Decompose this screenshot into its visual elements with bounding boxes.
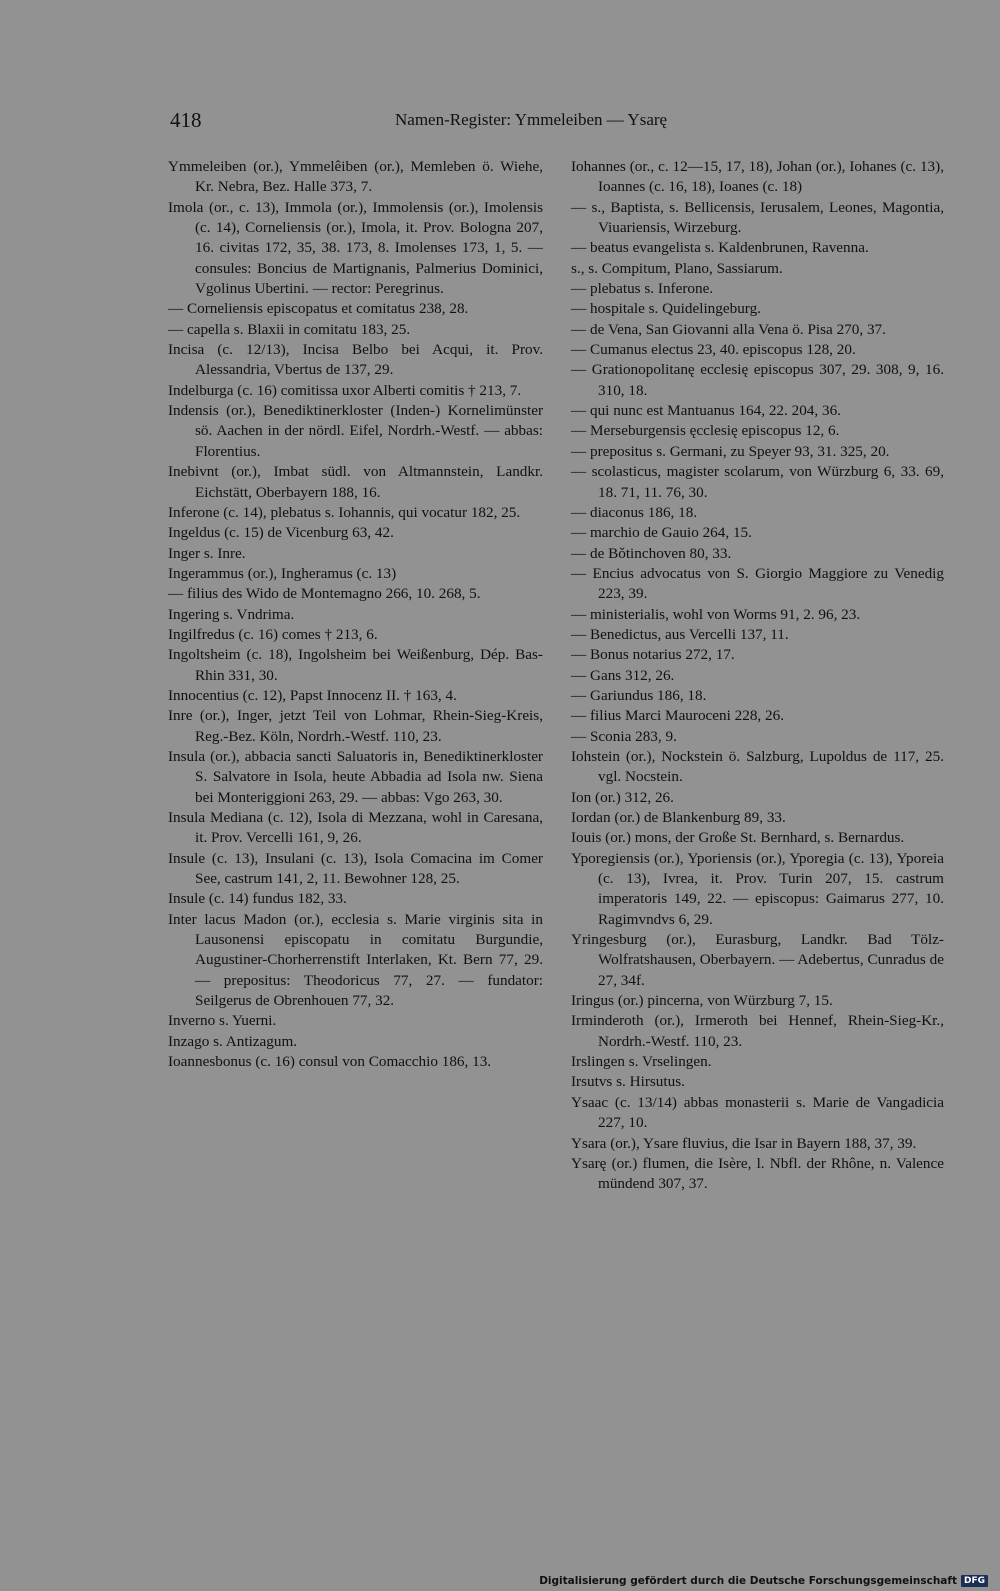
index-entry: — marchio de Gauio 264, 15.	[571, 524, 752, 542]
index-entry: Iordan (or.) de Blankenburg 89, 33.	[571, 809, 786, 826]
index-entry: — hospitale s. Quidelingeburg.	[571, 300, 761, 318]
index-entry: Inferone (c. 14), plebatus s. Iohannis, qui vocatur 182, 25.	[168, 503, 521, 521]
index-entry: Inter lacus Madon (or.), ecclesia s. Marie virginis sita in Lausonensi episcopatu in comitatu Burgundie, Augustiner-Chorherrenstift Interlaken, Kt. Bern 77, 29. — prepositus: Theodoricus 77, 27. — fundator: Seilgerus de Obrenhouen 77, 32.	[168, 910, 543, 1010]
index-entry: Iohstein (or.), Nockstein ö. Salzburg, Lupoldus de 117, 25. vgl. Nocstein.	[571, 747, 944, 786]
index-entry: — ministerialis, wohl von Worms 91, 2. 96, 23.	[571, 605, 861, 623]
index-entry: — s., Baptista, s. Bellicensis, Ierusalem, Leones, Magontia, Viuariensis, Wirzeburg.	[571, 198, 944, 237]
index-entry: Iouis (or.) mons, der Große St. Bernhard, s. Bernardus.	[571, 829, 905, 847]
index-entry: — plebatus s. Inferone.	[571, 280, 714, 298]
index-entry: — Merseburgensis ęcclesię episcopus 12, 6.	[571, 422, 840, 440]
index-entry: — de Bǒtinchoven 80, 33.	[571, 544, 732, 562]
index-entry: Inverno s. Yuerni.	[168, 1012, 277, 1030]
index-entry: — capella s. Blaxii in comitatu 183, 25.	[168, 320, 411, 338]
index-entry: Ysara (or.), Ysare fluvius, die Isar in Bayern 188, 37, 39.	[571, 1134, 917, 1152]
index-entry: Indensis (or.), Benediktinerkloster (Inden-) Kornelimünster sö. Aachen in der nördl. Eifel, Nordrh.-Westf. — abbas: Florentius.	[168, 402, 543, 460]
index-entry: Ysaac (c. 13/14) abbas monasterii s. Marie de Vangadicia 227, 10.	[571, 1093, 944, 1132]
index-entry: Imola (or., c. 13), Immola (or.), Immolensis (or.), Imolensis (c. 14), Corneliensis (or.), Imola, it. Prov. Bologna 207, 16. civitas 172, 35, 38. 173, 8. Imolenses 173, 1, 5. — consules: Boncius de Martignanis, Palmerius Dominici, Vgolinus Ubertini. — rector: Peregrinus.	[168, 198, 543, 298]
index-entry: Insule (c. 13), Insulani (c. 13), Isola Comacina im Comer See, castrum 141, 2, 11. Bewohner 128, 25.	[168, 849, 543, 888]
index-entry: Inzago s. Antizagum.	[168, 1032, 298, 1050]
dfg-logo: DFG	[961, 1575, 988, 1587]
index-entry: Insula (or.), abbacia sancti Saluatoris in, Benediktinerkloster S. Salvatore in Isola, heute Abbadia ad Isola nw. Siena bei Monteriggioni 263, 29. — abbas: Vgo 263, 30.	[168, 747, 543, 806]
running-title: Namen-Register: Ymmeleiben — Ysarę	[395, 110, 668, 129]
index-entry: — scolasticus, magister scolarum, von Würzburg 6, 33. 69, 18. 71, 11. 76, 30.	[571, 463, 944, 501]
index-entry: Yporegiensis (or.), Yporiensis (or.), Yporegia (c. 13), Yporeia (c. 13), Ivrea, it. Prov. Turin 207, 15. castrum imperatoris 149, 22. — episcopus: Gaimarus 277, 10. Ragimvndvs 6, 29.	[571, 849, 944, 928]
index-entry: — Bonus notarius 272, 17.	[571, 646, 735, 664]
index-entry: — Sconia 283, 9.	[571, 727, 677, 745]
index-entry: Insule (c. 14) fundus 182, 33.	[168, 890, 347, 908]
left-column	[168, 157, 543, 1072]
index-entry: — qui nunc est Mantuanus 164, 22. 204, 36.	[571, 402, 841, 420]
index-entry: — filius des Wido de Montemagno 266, 10. 268, 5.	[168, 585, 481, 603]
index-entry: — beatus evangelista s. Kaldenbrunen, Ravenna.	[571, 239, 869, 257]
index-entry: — Corneliensis episcopatus et comitatus 238, 28.	[168, 300, 469, 318]
index-entry: Ingering s. Vndrima.	[168, 605, 295, 623]
index-entry: Ingoltsheim (c. 18), Ingolsheim bei Weißenburg, Dép. Bas-Rhin 331, 30.	[168, 646, 543, 684]
index-entry: Ioannesbonus (c. 16) consul von Comacchio 186, 13.	[168, 1053, 492, 1071]
footer	[539, 1575, 988, 1587]
index-entry: — prepositus s. Germani, zu Speyer 93, 31. 325, 20.	[571, 442, 890, 460]
index-entry: Ymmeleiben (or.), Ymmelêiben (or.), Memleben ö. Wiehe, Kr. Nebra, Bez. Halle 373, 7.	[168, 158, 543, 196]
index-entry: — Cumanus electus 23, 40. episcopus 128, 20.	[571, 341, 856, 359]
index-entry: Innocentius (c. 12), Papst Innocenz II. † 163, 4.	[168, 686, 457, 704]
index-entry: — Gans 312, 26.	[571, 666, 675, 684]
footer-text: Digitalisierung gefördert durch die Deutsche Forschungsgemeinschaft	[539, 1575, 957, 1587]
index-entry: Yringesburg (or.), Eurasburg, Landkr. Bad Tölz-Wolfratshausen, Oberbayern. — Adebertus, Cunradus de 27, 34f.	[571, 931, 944, 989]
index-entry: Ingerammus (or.), Ingheramus (c. 13)	[168, 564, 397, 582]
index-entry: Ysarę (or.) flumen, die Isère, l. Nbfl. der Rhône, n. Valence mündend 307, 37.	[571, 1154, 944, 1193]
index-entry: — diaconus 186, 18.	[571, 503, 698, 521]
page-header	[170, 108, 940, 138]
index-entry: Iringus (or.) pincerna, von Würzburg 7, 15.	[571, 992, 833, 1010]
index-entry: — de Vena, San Giovanni alla Vena ö. Pisa 270, 37.	[571, 320, 886, 338]
index-entry: — Encius advocatus von S. Giorgio Maggiore zu Venedig 223, 39.	[571, 564, 944, 603]
index-entry: Ingilfredus (c. 16) comes † 213, 6.	[168, 625, 378, 643]
index-entry: Ion (or.) 312, 26.	[571, 788, 674, 806]
index-entry: Ingeldus (c. 15) de Vicenburg 63, 42.	[168, 524, 394, 542]
index-entry: — filius Marci Mauroceni 228, 26.	[571, 707, 785, 725]
index-entry: Irslingen s. Vrselingen.	[571, 1053, 712, 1071]
index-entry: — Gariundus 186, 18.	[571, 686, 707, 704]
index-entry: Indelburga (c. 16) comitissa uxor Alberti comitis † 213, 7.	[168, 381, 522, 399]
index-entry: Inebivnt (or.), Imbat südl. von Altmannstein, Landkr. Eichstätt, Oberbayern 188, 16.	[168, 463, 543, 501]
page-number: 418	[170, 108, 202, 132]
index-entry: s., s. Compitum, Plano, Sassiarum.	[571, 259, 783, 277]
index-entry: — Grationopolitanę ecclesię episcopus 307, 29. 308, 9, 16. 310, 18.	[571, 361, 944, 399]
index-entry: Inger s. Inre.	[168, 544, 246, 562]
index-entry: Inre (or.), Inger, jetzt Teil von Lohmar, Rhein-Sieg-Kreis, Reg.-Bez. Köln, Nordrh.-Westf. 110, 23.	[168, 707, 543, 745]
index-entry: Insula Mediana (c. 12), Isola di Mezzana, wohl in Caresana, it. Prov. Vercelli 161, 9, 26.	[168, 809, 543, 847]
index-entry: Irminderoth (or.), Irmeroth bei Hennef, Rhein-Sieg-Kr., Nordrh.-Westf. 110, 23.	[571, 1012, 944, 1050]
index-entry: Irsutvs s. Hirsutus.	[571, 1073, 685, 1091]
index-entry: Incisa (c. 12/13), Incisa Belbo bei Acqui, it. Prov. Alessandria, Vbertus de 137, 29.	[168, 341, 543, 379]
right-column	[571, 157, 944, 1195]
index-entry: Iohannes (or., c. 12—15, 17, 18), Johan (or.), Iohanes (c. 13), Ioannes (c. 16, 18), Ioanes (c. 18)	[571, 158, 944, 196]
index-entry: — Benedictus, aus Vercelli 137, 11.	[571, 625, 789, 643]
